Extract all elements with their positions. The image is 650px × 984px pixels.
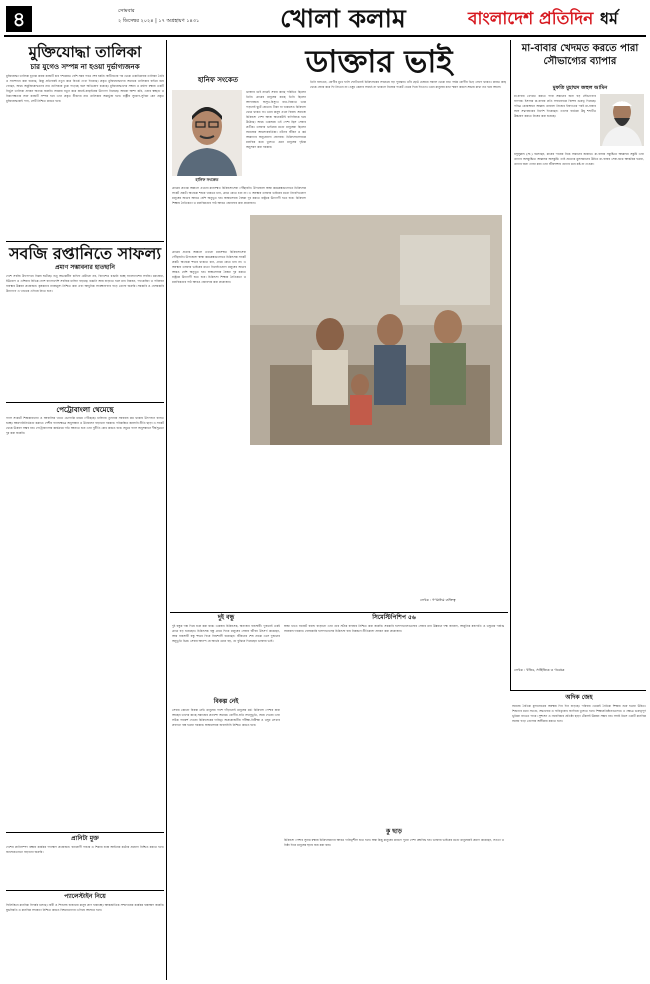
sub1-body: দুই বন্ধুর গল্প দিয়ে শুরু করা যাক। একজন চিকিৎসক, অন্যজন ব্যবসায়ী। দুজনেই একই গ্রামে বড় হয়েছেন। চিকিৎসক বন্ধু গ্রামে ফিরে মানুষের সেবায় জীবন উৎসর্গ করেছেন, আর ব্যবসায়ী বন্ধু শহরে গিয়ে বিত্তশালী হয়েছেন। জীবনের শেষ প্রান্তে এসে দুজনের অনুভূতি ভিন্ন। সেবার আনন্দ যে অর্থের চেয়ে বড়, তা বুঝিয়ে দিয়েছেন ডাক্তার ভাই। — [172, 624, 280, 643]
left-article5-title: প্যালেস্টাইন নিয়ে — [64, 893, 106, 900]
center-footnote: লেখক : গণমাধ্যম ব্যক্তিত্ব — [420, 598, 456, 602]
left-article1-subtitle: চার যুগেও সম্পন্ন না হওয়া দুর্ভাগ্যজনক — [30, 62, 140, 71]
sub3-body: স্বাস্থ্য খাতে বাজেট বরাদ্দ বাড়ানো এবং তার সঠিক ব্যবহার নিশ্চিত করা জরুরি। সরকারি হাসপাতালগুলোর সেবার মান উন্নয়নে দক্ষ জনবল, আধুনিক যন্ত্রপাতি ও ওষুধের পর্যাপ্ত সরবরাহ দরকার। বেসরকারি হাসপাতালের চিকিৎসা ব্যয় নিয়ন্ত্রণে নীতিমালা প্রণয়ন করা প্রয়োজন। — [284, 624, 504, 633]
center-headline: ডাক্তার ভাই — [305, 44, 453, 80]
sub2-title: বিকল্প নেই — [213, 698, 239, 705]
sub3-title: সিমেস্টিপিশিপ ৫৬ — [372, 614, 416, 621]
left-divider-4 — [6, 890, 164, 891]
religion-footnote: লেখক : খতিব, সাহিত্যিক ও গবেষক — [514, 668, 565, 672]
center-body-3b: গ্রামের প্রত্যন্ত অঞ্চলে এখনো মানসম্মত চিকিৎসাসেবা পৌঁছায়নি। উপজেলা স্বাস্থ্য কমপ্লেক্সগুলোতে চিকিৎসক সংকট প্রকট। অনেকে শহরে থাকতে চান, গ্রামে যেতে চান না। এ অবস্থায় ডাক্তার ভাইয়ের মতো নিবেদিতপ্রাণ মানুষের অভাব আরও বেশি অনুভূত হয়। স্বাস্থ্যসেবায় বৈষম্য দূর করতে রাষ্ট্রকে উদ্যোগী হতে হবে। চিকিৎসা শিক্ষায় নৈতিকতা ও মানবিকতার পাঠ আরও জোরদার করা প্রয়োজন। — [172, 250, 246, 284]
right-divider — [510, 690, 646, 691]
main-photo — [250, 215, 502, 445]
author-photo — [172, 90, 242, 176]
religion-author: মুফতি মুহাম্মদ জহুল আমিন — [552, 85, 608, 91]
religion-body-2: রসুলুল্লাহ (সা.) বলেছেন, মায়ের পায়ের নিচে সন্তানের জান্নাত। মা-বাবার সন্তুষ্টিতে আল্লাহর সন্তুষ্টি এবং তাদের অসন্তুষ্টিতে আল্লাহর অসন্তুষ্টি। তাই প্রত্যেক মুসলমানের উচিত মা-বাবার সেবা-যত্নে আন্তরিক হওয়া, তাদের জন্য দোয়া করা এবং জীবদ্দশায় তাদের মনে কষ্ট না দেওয়া। — [514, 152, 644, 166]
left-article3-body: গ্যাস সংকটে শিল্পকারখানা ও আবাসিক খাতে ভোগান্তি চরমে পৌঁছেছে। চাহিদার তুলনায় সরবরাহ কম থাকায় উৎপাদন ব্যাহত হচ্ছে। আমদানিনির্ভরতা কমাতে দেশীয় গ্যাসক্ষেত্রে অনুসন্ধান ও উত্তোলন বাড়ানো দরকার। পরিকল্পিত জ্বালানি নীতি ছাড়া এ সংকট থেকে উত্তরণ সম্ভব নয়। পেট্রোবাংলার কার্যক্রমে গতি আনতে হবে এবং দুর্নীতি রোধ করতে হবে। সমুদ্রে গ্যাস অনুসন্ধানে দীর্ঘসূত্রতা দূর করা জরুরি। — [6, 416, 164, 435]
column-title: অদিক জেহ — [565, 694, 593, 701]
left-column-rule — [166, 40, 167, 980]
left-article4-title: প্রানিটা মুক্ত — [71, 835, 99, 842]
left-article1-body: মুক্তিযোদ্ধা তালিকা চূড়ান্ত করার কাজটি চার দশকেরও বেশি সময় পরও শেষ হয়নি। স্বাধীনতার পর থেকে একাধিকবার তালিকা তৈরি ও সংশোধন করা হয়েছে, কিন্তু প্রতিবারই নতুন করে বিতর্ক দেখা দিয়েছে। প্রকৃত মুক্তিযোদ্ধাদের অনেকে তালিকার বাইরে রয়ে গেছেন, অথচ অমুক্তিযোদ্ধাদের নাম তালিকায় ঢুকে পড়েছে বলে অভিযোগ রয়েছে। মুক্তিযোদ্ধাদের সম্মান ও মর্যাদা রক্ষায় একটি নির্ভুল তালিকা প্রণয়ন অত্যন্ত জরুরি। সরকার নতুন করে যাচাই-বাছাইয়ের উদ্যোগ নিয়েছে। আমরা আশা করি, এবার স্বচ্ছতা ও নিরপেক্ষতার সঙ্গে কাজটি সম্পন্ন হবে এবং প্রকৃত বীরদের নাম তালিকায় অন্তর্ভুক্ত হবে। রাষ্ট্রীয় সুযোগ-সুবিধা যেন প্রকৃত মুক্তিযোদ্ধারাই পান, সেটি নিশ্চিত করতে হবে। — [6, 74, 164, 103]
sub1-title: দুই বন্ধু — [217, 614, 235, 621]
left-article2-body: দেশে সবজি উৎপাদনে বিপ্লব ঘটেছে। শুধু অভ্যন্তরীণ চাহিদা মেটানো নয়, বিদেশেও রপ্তানি হচ্ছে বাংলাদেশের সবজি। মধ্যপ্রাচ্য, ইউরোপ ও এশিয়ার বিভিন্ন দেশে বাংলাদেশি সবজির চাহিদা বাড়ছে। রপ্তানি আয় বাড়াতে হলে মান নিয়ন্ত্রণ, প্যাকেজিং ও পরিবহন ব্যবস্থার উন্নয়ন প্রয়োজন। কৃষকদের ন্যায্যমূল্য নিশ্চিত করা এবং আধুনিক সংরক্ষণাগার গড়ে তোলা জরুরি। সরকারি ও বেসরকারি উদ্যোগে এ খাতকে এগিয়ে নিতে হবে। — [6, 274, 164, 293]
left-article4-body: দেশের প্রানিসম্পদ রক্ষায় কার্যকর পদক্ষেপ প্রয়োজন। বন্যপ্রাণী পাচার ও শিকার বন্ধে আইনের কঠোর প্রয়োগ নিশ্চিত করতে হবে। জনসচেতনতা বাড়ানো জরুরি। — [6, 845, 164, 854]
author-photo-caption: হানিফ সংকেত — [195, 177, 219, 182]
sub4-body: চিকিৎসা পেশার সুনাম রক্ষায় চিকিৎসকদের আরও দায়িত্বশীল হতে হবে। অল্প কিছু মানুষের কারণে পুরো পেশা প্রশ্নবিদ্ধ হয়। ডাক্তার ভাইয়ের মতো মানুষেরাই প্রমাণ করেছেন, সততা ও নিষ্ঠা দিয়ে মানুষের হৃদয় জয় করা যায়। — [284, 838, 504, 847]
left-divider-2 — [6, 402, 164, 403]
left-article1-title: মুক্তিযোদ্ধা তালিকা — [28, 43, 142, 61]
religion-title: মা-বাবার খেদমত করতে পারা সৌভাগ্যের ব্যাপার — [521, 43, 639, 67]
section-title: খোলা কলাম — [280, 4, 406, 33]
sub4-title: কু ছাড় — [386, 828, 402, 835]
center-author: হানিফ সংকেত — [197, 75, 239, 84]
left-article5-body: ফিলিস্তিনে মানবিক বিপর্যয় চলছে। নারী ও শিশুসহ হাজারো মানুষ প্রাণ হারাচ্ছে। আন্তর্জাতিক সম্প্রদায়ের কার্যকর হস্তক্ষেপ জরুরি। যুদ্ধবিরতি ও মানবিক সহায়তা নিশ্চিত করতে বিশ্বনেতাদের এগিয়ে আসতে হবে। — [6, 903, 164, 912]
center-body-3: তিনি বলতেন, রোগীর মুখে হাসি ফোটানোই চিকিৎসকের সবচেয়ে বড় পুরস্কার। তাঁর ছোট্ট চেম্বারে সকাল থেকে রাত পর্যন্ত রোগীর ভিড় লেগে থাকত। কারও কাছ থেকে জোর করে ফি নিতেন না। ওষুধ কেনার সামর্থ্য না থাকলে নিজের পকেট থেকে দিয়ে দিতেন। এমন মানুষের কথা স্মরণ করলে শ্রদ্ধায় মাথা নত হয়ে আসে। — [310, 80, 506, 89]
column-body: সমাজে নৈতিক মূল্যবোধের অবক্ষয় দিন দিন বাড়ছে। পরিবার থেকেই নৈতিক শিক্ষার শুরু হওয়া উচিত। শিশুদের মধ্যে সততা, শ্রদ্ধাবোধ ও দায়িত্ববোধ জাগিয়ে তুলতে হবে। শিক্ষাপ্রতিষ্ঠানগুলোও এ ক্ষেত্রে গুরুত্বপূর্ণ ভূমিকা রাখতে পারে। সুশাসন ও ন্যায়বিচার প্রতিষ্ঠা ছাড়া টেকসই উন্নয়ন সম্ভব নয়। সবাই মিলে একটি মানবিক সমাজ গড়ে তোলার অঙ্গীকার করতে হবে। — [512, 704, 646, 723]
left-article2-title: সবজি রপ্তানিতে সাফল্য — [8, 244, 162, 263]
left-divider-3 — [6, 832, 164, 833]
section-right-label: ধর্ম — [600, 9, 618, 28]
religion-author-photo — [600, 94, 644, 146]
center-body-2: গ্রামের প্রত্যন্ত অঞ্চলে এখনো মানসম্মত চিকিৎসাসেবা পৌঁছায়নি। উপজেলা স্বাস্থ্য কমপ্লেক্সগুলোতে চিকিৎসক সংকট প্রকট। অনেকে শহরে থাকতে চান, গ্রামে যেতে চান না। এ অবস্থায় ডাক্তার ভাইয়ের মতো নিবেদিতপ্রাণ মানুষের অভাব আরও বেশি অনুভূত হয়। স্বাস্থ্যসেবায় বৈষম্য দূর করতে রাষ্ট্রকে উদ্যোগী হতে হবে। চিকিৎসা শিক্ষায় নৈতিকতা ও মানবিকতার পাঠ আরও জোরদার করা প্রয়োজন। — [172, 186, 306, 205]
masthead-rule — [4, 35, 646, 37]
left-article2-subtitle: প্রমাণ সম্ভাবনার হাতছানি — [55, 264, 115, 271]
paper-logo: বাংলাদেশ প্রতিদিন — [468, 9, 594, 29]
religion-body-1: মা-বাবার খেদমত করতে পারা সন্তানের জন্য বড় সৌভাগ্যের ব্যাপার। ইসলাম মা-বাবার প্রতি সদাচরণকে বিশেষ গুরুত্ব দিয়েছে। পবিত্র কোরআনে আল্লাহ তায়ালা নিজের ইবাদতের পরই মা-বাবার সঙ্গে সদ্ব্যবহারের নির্দেশ দিয়েছেন। তাদের বার্ধক্যে উহ্ শব্দটিও উচ্চারণ করতে নিষেধ করা হয়েছে। — [514, 94, 596, 118]
issue-date: ২ ডিসেম্বর ২০২৪ | ১৭ অগ্রহায়ণ ১৪৩১ — [118, 18, 200, 24]
page-number: ৪ — [6, 6, 32, 32]
right-column-rule — [510, 40, 511, 690]
sub2-body: সেবার কোনো বিকল্প নেই। মানুষের পাশে দাঁড়ানোই মানুষের ধর্ম। চিকিৎসা পেশায় যারা আছেন তাদের কাছে সমাজের প্রত্যাশা অনেক। রোগীর প্রতি সহানুভূতি, সময় দেওয়া এবং সঠিক পরামর্শ দেওয়া চিকিৎসকের দায়িত্ব। অপ্রয়োজনীয় পরীক্ষা-নিরীক্ষা ও ওষুধ লেখার প্রবণতা বন্ধ হওয়া দরকার। স্বাস্থ্যসেবায় জবাবদিহি নিশ্চিত করতে হবে। — [172, 708, 280, 727]
left-article3-title: পেট্রোবাংলা থেমেছে — [56, 405, 114, 414]
center-body-1: ডাক্তার ভাই নামেই সবার কাছে পরিচিত ছিলেন তিনি। গ্রামের মানুষের কাছে তিনি ছিলেন আপনজন। অসুখ-বিসুখে রাত-বিরাতে ডাক পড়লেই ছুটে যেতেন। টাকা না থাকলেও চিকিৎসা থেমে থাকত না। এমন মানুষ এখন বিরল। সমাজে চিকিৎসা পেশা আজ অনেকটাই বাণিজ্যিক হয়ে উঠেছে। অথচ একসময় এই পেশা ছিল সেবার প্রতীক। ডাক্তার ভাইয়ের মতো মানুষেরা ছিলেন সমাজের আলোকবর্তিকা। তাঁদের জীবন ও কর্ম আমাদের অনুপ্রেরণা জোগায়। চিকিৎসাসেবাকে মানবিক করে তুলতে এমন মানুষের দৃষ্টান্ত অনুসরণ করা দরকার। — [246, 90, 306, 149]
issue-day: সোমবার — [118, 8, 135, 14]
left-divider-1 — [6, 241, 164, 242]
center-divider — [170, 612, 508, 613]
